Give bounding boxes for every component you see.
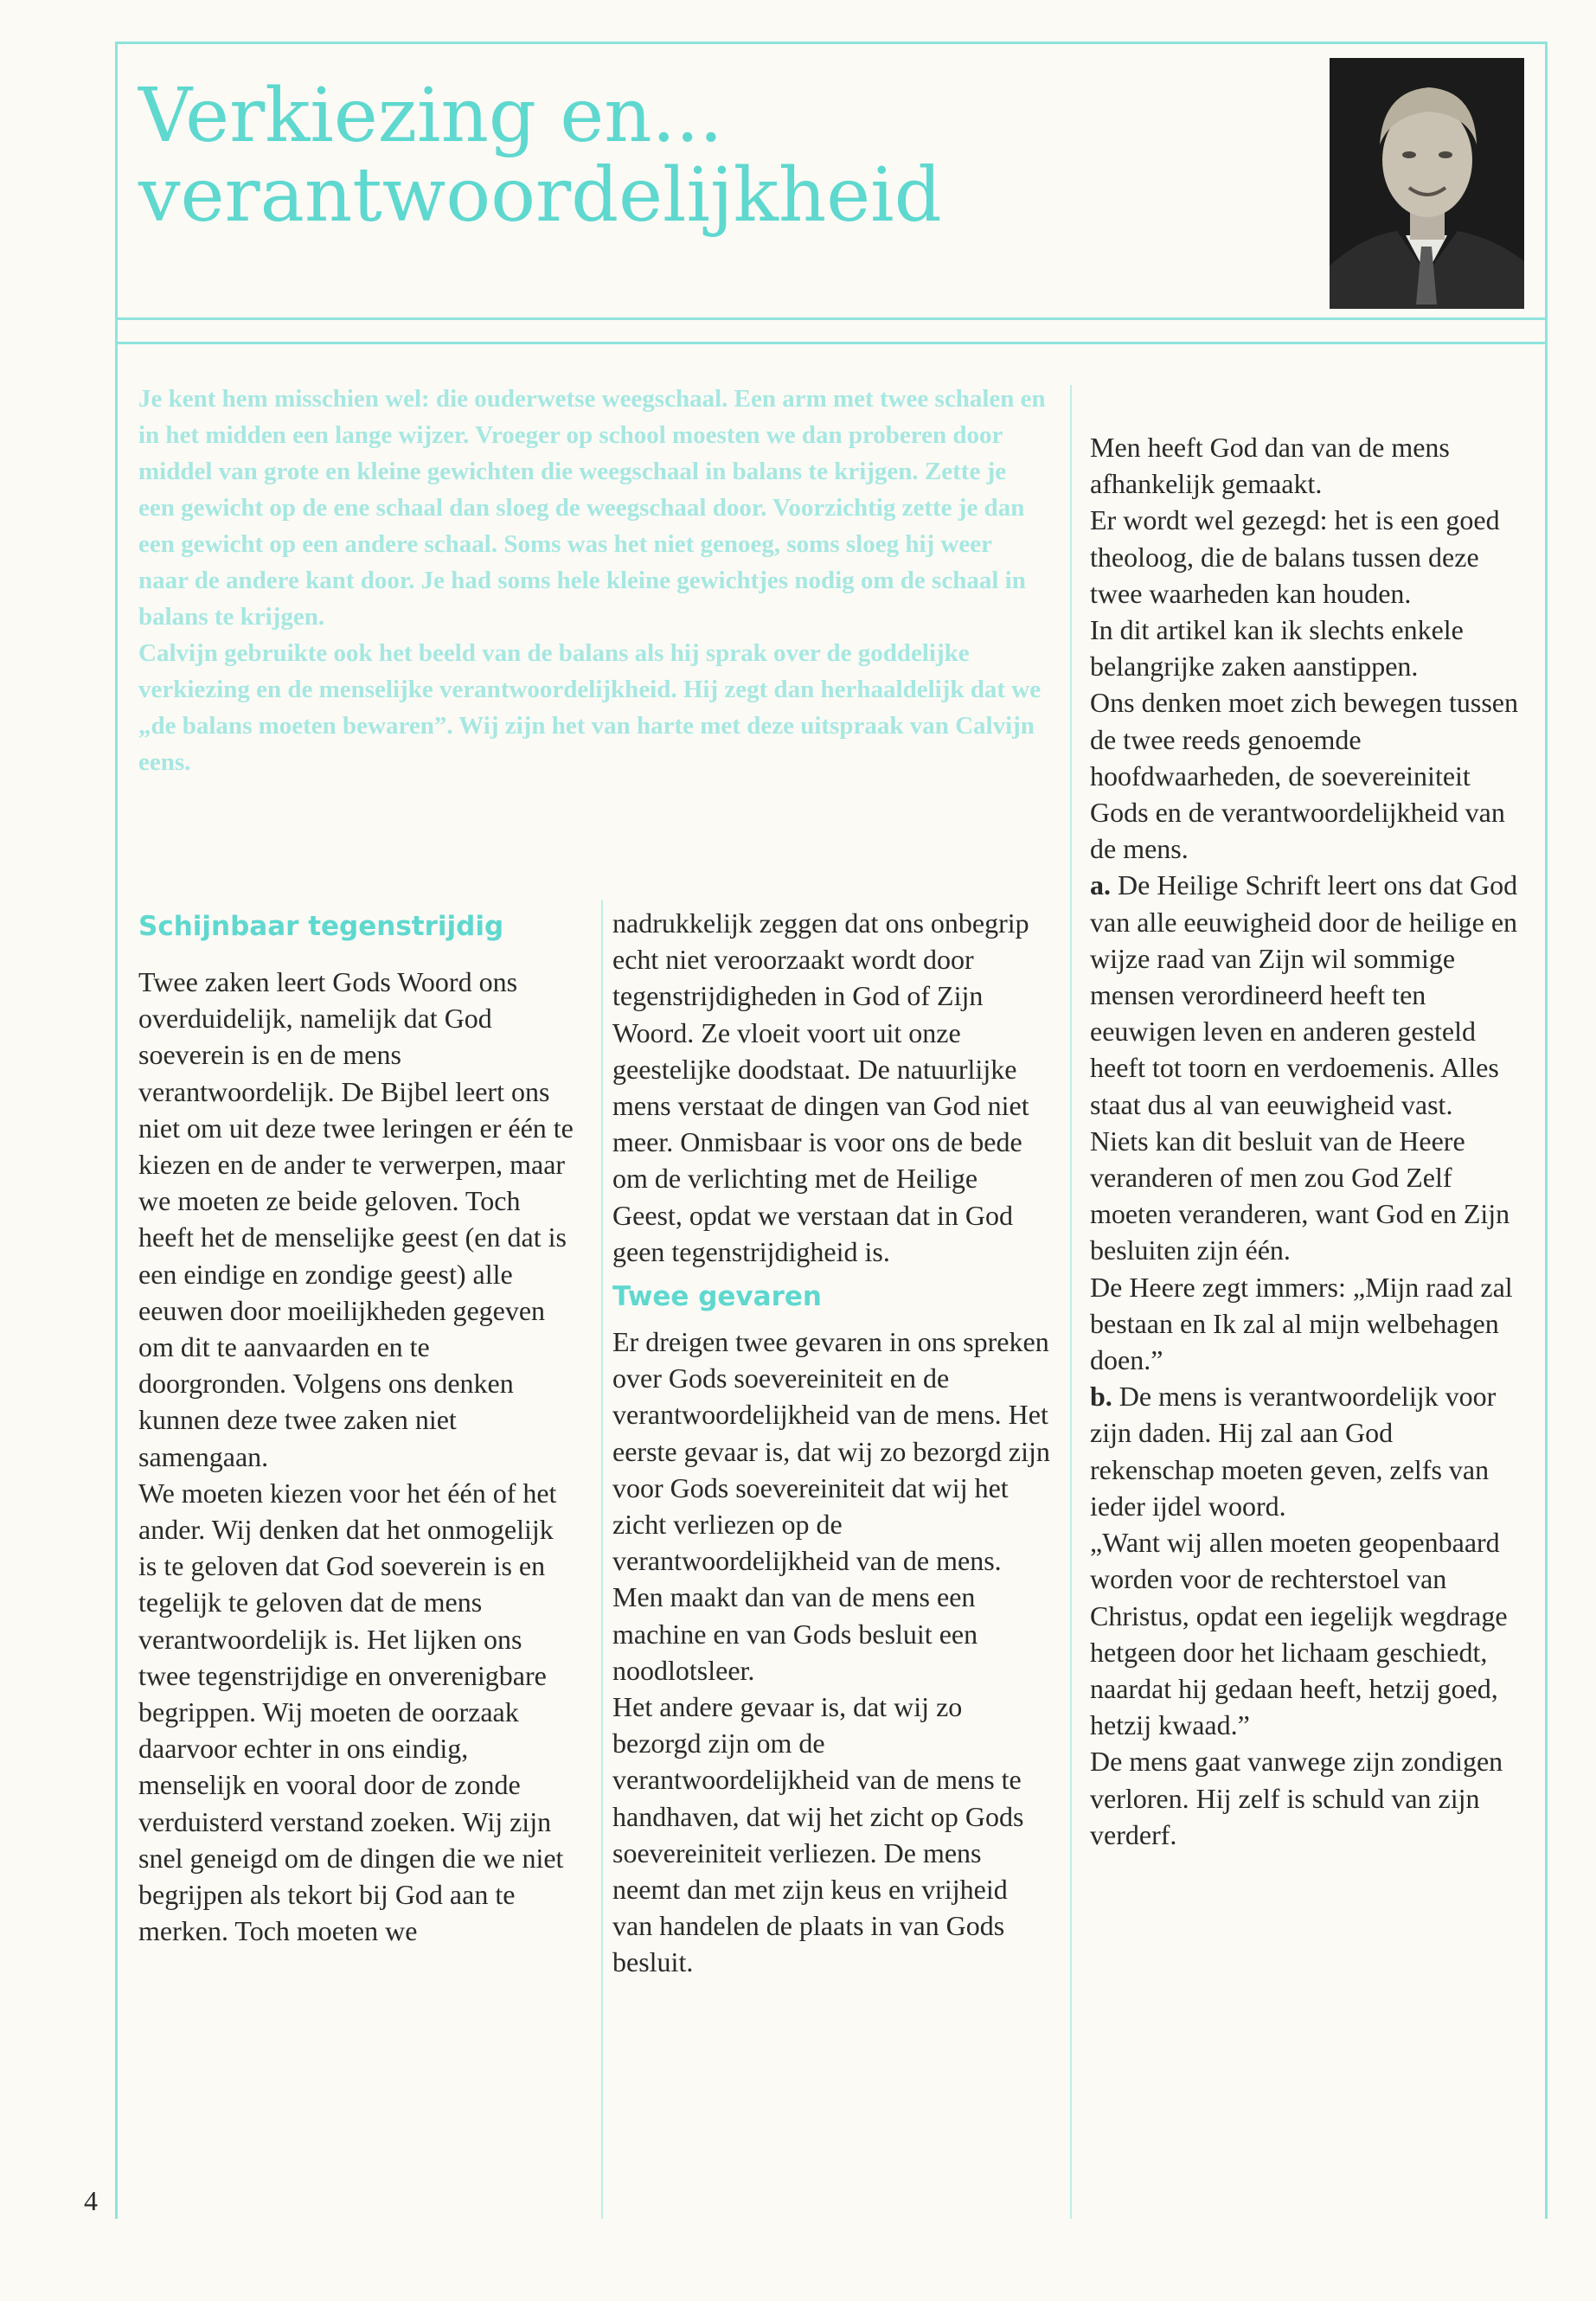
frame-right-border (1545, 42, 1548, 2219)
body-paragraph-continuation: nadrukkelijk zeggen dat ons onbegrip echt niet veroorzaakt wordt door tegenstrijdigheden in God of Zijn Woord. Ze vloeit voort uit onze geestelijke doodstaat. De natuurlijke mens verstaat de dingen van God niet meer. Onmisbaar is voor ons de bede om de verlichting met de Heilige Geest, opdat we verstaan dat in God geen tegenstrijdigheid is. (612, 907, 1029, 1267)
body-paragraph: De Heere zegt immers: „Mijn raad zal bestaan en Ik zal al mijn welbehagen doen.” (1090, 1271, 1513, 1376)
title-line-1: Verkiezing en... (138, 73, 723, 159)
article-title (138, 73, 1263, 239)
body-paragraph: We moeten kiezen voor het één of het ander. Wij denken dat het onmogelijk is te geloven dat God soeverein is en tegelijk te geloven dat de mens verantwoordelijk is. Het lijken ons twee tegenstrijdige en onverenigbare begrippen. Wij moeten de oorzaak daarvoor echter in ons eindig, menselijk en vooral door de zonde verduisterd verstand zoeken. Wij zijn snel geneigd om de dingen die we niet begrijpen als tekort bij God aan te merken. Toch moeten we (138, 1477, 564, 1947)
body-paragraph: „Want wij allen moeten geopenbaard worden voor de rechterstoel van Christus, opdat een iegelijk wegdrage hetgeen door het lichaam geschiedt, naardat hij gedaan heeft, hetzij goed, hetzij kwaad.” (1090, 1527, 1508, 1741)
point-a-text: De Heilige Schrift leert ons dat God van alle eeuwigheid door de heilige en wijze raad van Zijn wil sommige mensen verordineerd heeft ten eeuwigen leven en anderen gesteld heeft tot toorn en verdoemenis. Alles staat dus al van eeuwigheid vast. (1090, 869, 1518, 1120)
body-paragraph: Ons denken moet zich bewegen tussen de twee reeds genoemde hoofdwaarheden, de soevereiniteit Gods en de verantwoordelijkheid van de mens. (1090, 687, 1518, 865)
point-b-marker: b. (1090, 1381, 1112, 1413)
intro-paragraph-2: Calvijn gebruikte ook het beeld van de balans als hij sprak over de goddelijke verkiezing en de menselijke verantwoordelijkheid. Hij zegt dan herhaaldelijk dat we „de balans moeten bewaren”. Wij zijn het van harte met deze uitspraak van Calvijn eens. (138, 639, 1042, 776)
body-paragraph: Er dreigen twee gevaren in ons spreken over Gods soevereiniteit en de verantwoordelijkheid van de mens. Het eerste gevaar is, dat wij zo bezorgd zijn voor Gods soevereiniteit dat wij het zicht verliezen op de verantwoordelijkheid van de mens. Men maakt dan van de mens een machine en van Gods besluit een noodlotsleer. (612, 1326, 1050, 1686)
body-paragraph: Het andere gevaar is, dat wij zo bezorgd zijn om de verantwoordelijkheid van de mens te handhaven, dat wij het zicht op Gods soevereiniteit verliezen. De mens neemt dan met zijn keus en vrijheid van handelen de plaats in van Gods besluit. (612, 1691, 1024, 1978)
header-divider-second (115, 342, 1548, 344)
page-number: 4 (84, 2185, 98, 2216)
body-paragraph: Men heeft God dan van de mens afhankelijk gemaakt. (1090, 432, 1450, 500)
body-paragraph: Twee zaken leert Gods Woord ons overduidelijk, namelijk dat God soeverein is en de mens verantwoordelijk. De Bijbel leert ons niet om uit deze twee leringen er één te kiezen en de ander te verwerpen, maar we moeten ze beide geloven. Toch heeft het de menselijke geest (en dat is een eindige en zondige geest) alle eeuwen door moeilijkheden gegeven om dit te aanvaarden en te doorgronden. Volgens ons denken kunnen deze twee zaken niet samengaan. (138, 966, 574, 1472)
portrait-photo-icon (1330, 58, 1524, 309)
frame-left-border (115, 42, 118, 2219)
point-b (1090, 1378, 1522, 1524)
header-divider (115, 317, 1548, 320)
author-photo (1330, 58, 1524, 309)
section-heading-schijnbaar: Schijnbaar tegenstrijdig (138, 911, 504, 942)
section-heading-twee-gevaren: Twee gevaren (612, 1281, 822, 1313)
frame-top-border (115, 42, 1548, 44)
body-paragraph: In dit artikel kan ik slechts enkele belangrijke zaken aanstippen. (1090, 614, 1464, 683)
column-3 (1090, 429, 1522, 1853)
point-b-text: De mens is verantwoordelijk voor zijn daden. Hij zal aan God rekenschap moeten geven, zelfs van ieder ijdel woord. (1090, 1381, 1497, 1522)
column-2 (612, 905, 1054, 1981)
point-a-marker: a. (1090, 869, 1111, 901)
body-paragraph: De mens gaat vanwege zijn zondigen verloren. Hij zelf is schuld van zijn verderf. (1090, 1746, 1503, 1850)
column-divider-left (601, 900, 603, 2219)
column-1 (138, 908, 575, 1949)
body-paragraph: Er wordt wel gezegd: het is een goed theoloog, die de balans tussen deze twee waarheden kan houden. (1090, 504, 1500, 609)
body-paragraph: Niets kan dit besluit van de Heere veranderen of men zou God Zelf moeten veranderen, want God en Zijn besluiten zijn één. (1090, 1125, 1510, 1266)
point-a (1090, 867, 1522, 1122)
title-line-2: verantwoordelijkheid (138, 152, 942, 239)
intro-paragraph-1: Je kent hem misschien wel: die ouderwetse weegschaal. Een arm met twee schalen en in het midden een lange wijzer. Vroeger op school moesten we dan proberen door middel van grote en kleine gewichten die weegschaal in balans te krijgen. Zette je een gewicht op de ene schaal dan sloeg de weegschaal door. Voorzichtig zette je dan een gewicht op een andere schaal. Soms was het niet genoeg, soms sloeg hij weer naar de andere kant door. Je had soms hele kleine gewichtjes nodig om de schaal in balans te krijgen. (138, 385, 1046, 631)
column-divider-right (1070, 385, 1072, 2219)
intro-lead (138, 381, 1047, 780)
